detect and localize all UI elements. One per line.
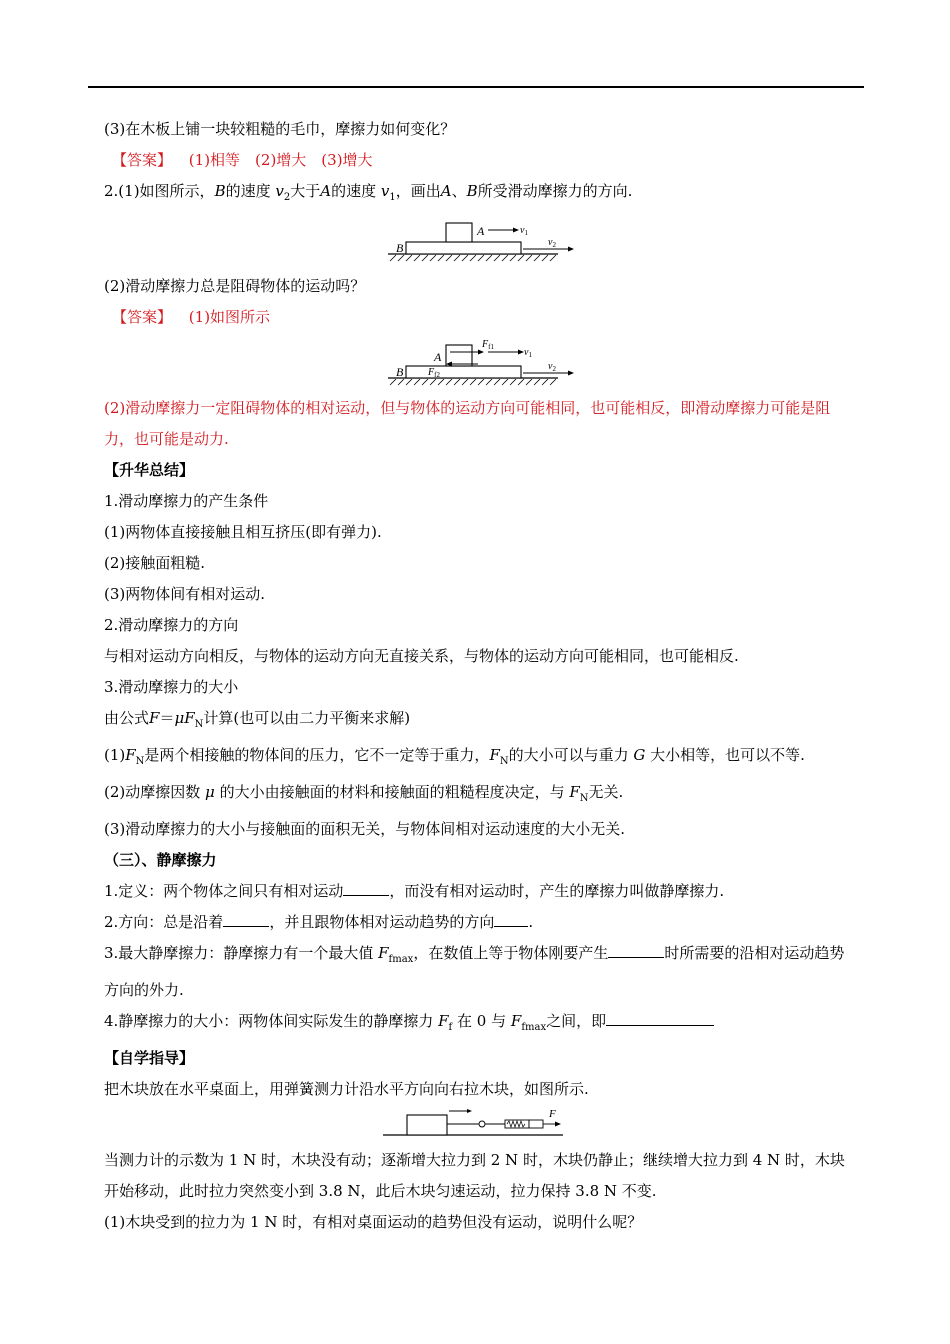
ground-hatch bbox=[390, 379, 556, 385]
summary-line: (1)两物体直接接触且相互挤压(即有弹力). bbox=[104, 523, 382, 541]
label-v1: $v_1$ bbox=[520, 225, 528, 237]
answer-text: (1)如图所示 bbox=[188, 308, 271, 326]
header-rule bbox=[88, 86, 864, 88]
summary-line: $(1)F_N$是两个相接触的物体间的压力，它不一定等于重力，$F_N$的大小可以与重力 G 大小相等，也可以不等. bbox=[104, 746, 805, 767]
summary-formula: 由公式$F=\mu F_N$计算(也可以由二力平衡来求解) bbox=[104, 709, 411, 730]
summary-line: (3)两物体间有相对运动. bbox=[104, 585, 266, 603]
guide-intro: 把木块放在水平桌面上，用弹簧测力计沿水平方向向右拉木块，如图所示. bbox=[104, 1080, 589, 1098]
summary-title: 【升华总结】 bbox=[104, 461, 195, 479]
hook bbox=[479, 1121, 485, 1127]
document-body bbox=[104, 114, 852, 1238]
answer-label: 【答案】 bbox=[112, 308, 173, 326]
question-3: (3)在木板上铺一块较粗糙的毛巾，摩擦力如何变化？ bbox=[104, 120, 456, 138]
blocks-diagram bbox=[378, 213, 578, 269]
label-v2: $v_2$ bbox=[548, 361, 556, 373]
answer-label: 【答案】 bbox=[112, 151, 173, 169]
static-direction: 2.方向：总是沿着 ，并且跟物体相对运动趋势的方向 . bbox=[104, 913, 534, 931]
figure-spring-scale bbox=[104, 1105, 852, 1145]
guide-question-1: (1)木块受到的拉力为 1 N 时，有相对桌面运动的趋势但没有运动，说明什么呢？ bbox=[104, 1213, 643, 1231]
static-max: 3.最大静摩擦力：静摩擦力有一个最大值 $F_{fmax}$，在数值上等于物体刚要产生 时所需要的沿相对运动趋势方向的外力. bbox=[104, 944, 845, 999]
answer-2 bbox=[104, 302, 852, 333]
static-definition: 1.定义：两个物体之间只有相对运动 ，而没有相对运动时，产生的摩擦力叫做静摩擦力. bbox=[104, 882, 725, 900]
question-2-2: (2)滑动摩擦力总是阻碍物体的运动吗？ bbox=[104, 277, 366, 295]
summary-line: 3.滑动摩擦力的大小 bbox=[104, 678, 239, 696]
summary-line: (2)动摩擦因数 μ 的大小由接触面的材料和接触面的粗糙程度决定，与 $F_N$无关. bbox=[104, 783, 624, 804]
summary-line: (3)滑动摩擦力的大小与接触面的面积无关，与物体间相对运动速度的大小无关. bbox=[104, 820, 626, 838]
guide-paragraph: 当测力计的示数为 1 N 时，木块没有动；逐渐增大拉力到 2 N 时，木块仍静止；继续增大拉力到 4 N 时，木块开始移动，此时拉力突然变小到 3.8 N，此后木块匀速运动，拉力保持 3.8 N 不变. bbox=[104, 1151, 845, 1200]
ground-hatch bbox=[390, 255, 556, 261]
answer-2-2: (2)滑动摩擦力一定阻碍物体的相对运动，但与物体的运动方向可能相同，也可能相反，即滑动摩擦力可能是阻力，也可能是动力. bbox=[104, 399, 831, 448]
block-B bbox=[406, 366, 521, 378]
label-A: A bbox=[434, 350, 442, 364]
block-A bbox=[446, 223, 472, 242]
summary-line: 2.滑动摩擦力的方向 bbox=[104, 616, 239, 634]
label-A: A bbox=[477, 224, 485, 238]
wood-block bbox=[407, 1115, 447, 1135]
summary-line: 1.滑动摩擦力的产生条件 bbox=[104, 492, 269, 510]
label-Ff1: $F_{f1}$ bbox=[482, 339, 494, 351]
answer-1 bbox=[104, 145, 852, 176]
label-B: B bbox=[396, 365, 404, 379]
guide-title: 【自学指导】 bbox=[104, 1049, 195, 1067]
label-B: B bbox=[396, 241, 404, 255]
spring-scale-diagram bbox=[383, 1105, 573, 1143]
block-B bbox=[406, 242, 521, 254]
label-F: F bbox=[549, 1108, 556, 1120]
label-Ff2: $F_{f2}$ bbox=[428, 367, 440, 379]
summary-line: (2)接触面粗糙. bbox=[104, 554, 206, 572]
blocks-friction-diagram bbox=[378, 333, 578, 391]
label-v2: $v_2$ bbox=[548, 237, 556, 249]
summary-line: 与相对运动方向相反，与物体的运动方向无直接关系，与物体的运动方向可能相同，也可能相反. bbox=[104, 647, 739, 665]
figure-blocks-answer bbox=[104, 333, 852, 393]
figure-blocks-question bbox=[104, 213, 852, 271]
answer-text: (1)相等 (2)增大 (3)增大 bbox=[188, 151, 373, 169]
static-magnitude: 4.静摩擦力的大小：两物体间实际发生的静摩擦力 $F_f$ 在 0 与 $F_{fmax}$之间，即 bbox=[104, 1006, 852, 1043]
question-2-1: 2.(1)如图所示，B的速度 $v_2$大于A的速度 $v_1$，画出A、B所受滑动摩擦力的方向. bbox=[104, 182, 633, 203]
static-friction-title: （三）、静摩擦力 bbox=[104, 851, 217, 869]
label-v1: $v_1$ bbox=[524, 347, 532, 359]
